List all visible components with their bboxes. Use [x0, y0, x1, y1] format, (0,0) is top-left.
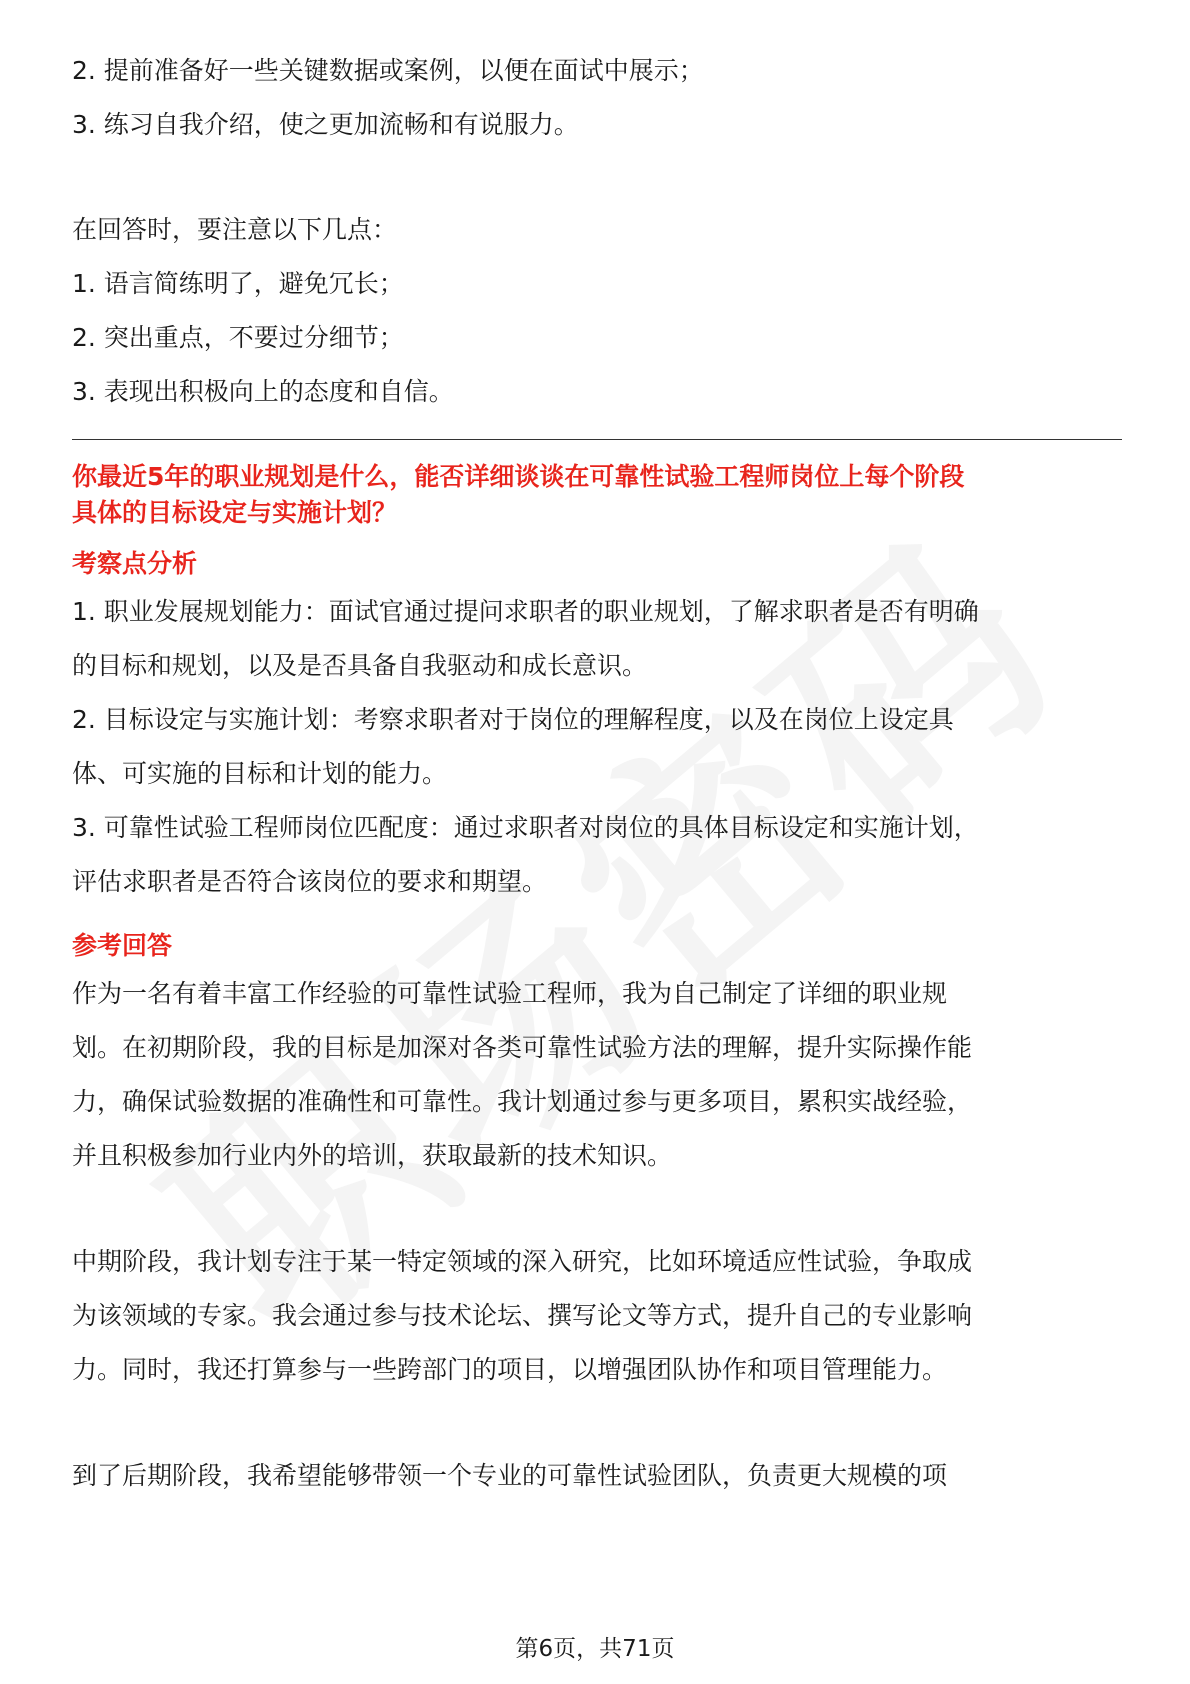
analysis-point-2-line-1: 2. 目标设定与实施计划：考察求职者对于岗位的理解程度，以及在岗位上设定具 — [72, 705, 954, 734]
answer-p2-line: 中期阶段，我计划专注于某一特定领域的深入研究，比如环境适应性试验，争取成 — [72, 1247, 973, 1276]
analysis-point-1-line-1: 1. 职业发展规划能力：面试官通过提问求职者的职业规划，了解求职者是否有明确 — [72, 597, 979, 626]
notes-intro: 在回答时，要注意以下几点： — [72, 215, 398, 244]
answer-p1-line: 作为一名有着丰富工作经验的可靠性试验工程师，我为自己制定了详细的职业规 — [72, 979, 948, 1008]
question-line: 具体的目标设定与实施计划？ — [72, 498, 398, 527]
analysis-title: 考察点分析 — [72, 549, 198, 578]
interview-question — [72, 459, 1122, 531]
page-number: 第6页，共71页 — [515, 1636, 675, 1662]
analysis-point-1-line-2: 的目标和规划，以及是否具备自我驱动和成长意识。 — [72, 651, 648, 680]
answer-p2-line: 为该领域的专家。我会通过参与技术论坛、撰写论文等方式，提升自己的专业影响 — [72, 1301, 973, 1330]
answer-title: 参考回答 — [72, 931, 173, 960]
answer-p2-line: 力。同时，我还打算参与一些跨部门的项目，以增强团队协作和项目管理能力。 — [72, 1355, 948, 1384]
prep-item-2: 2. 提前准备好一些关键数据或案例，以便在面试中展示； — [72, 56, 704, 85]
answer-p1-line: 划。在初期阶段，我的目标是加深对各类可靠性试验方法的理解，提升实际操作能 — [72, 1033, 973, 1062]
answer-p1-line: 力，确保试验数据的准确性和可靠性。我计划通过参与更多项目，累积实战经验， — [72, 1087, 973, 1116]
prep-item-3: 3. 练习自我介绍，使之更加流畅和有说服力。 — [72, 110, 579, 139]
note-item-3: 3. 表现出积极向上的态度和自信。 — [72, 377, 454, 406]
note-item-2: 2. 突出重点，不要过分细节； — [72, 323, 404, 352]
answer-p3-line: 到了后期阶段，我希望能够带领一个专业的可靠性试验团队，负责更大规模的项 — [72, 1461, 948, 1490]
answer-p1-line: 并且积极参加行业内外的培训，获取最新的技术知识。 — [72, 1141, 673, 1170]
note-item-1: 1. 语言简练明了，避免冗长； — [72, 269, 404, 298]
section-divider — [72, 439, 1122, 440]
analysis-point-3-line-1: 3. 可靠性试验工程师岗位匹配度：通过求职者对岗位的具体目标设定和实施计划， — [72, 813, 979, 842]
analysis-point-3-line-2: 评估求职者是否符合该岗位的要求和期望。 — [72, 867, 548, 896]
analysis-point-2-line-2: 体、可实施的目标和计划的能力。 — [72, 759, 448, 788]
question-line: 你最近5年的职业规划是什么，能否详细谈谈在可靠性试验工程师岗位上每个阶段 — [72, 462, 965, 491]
